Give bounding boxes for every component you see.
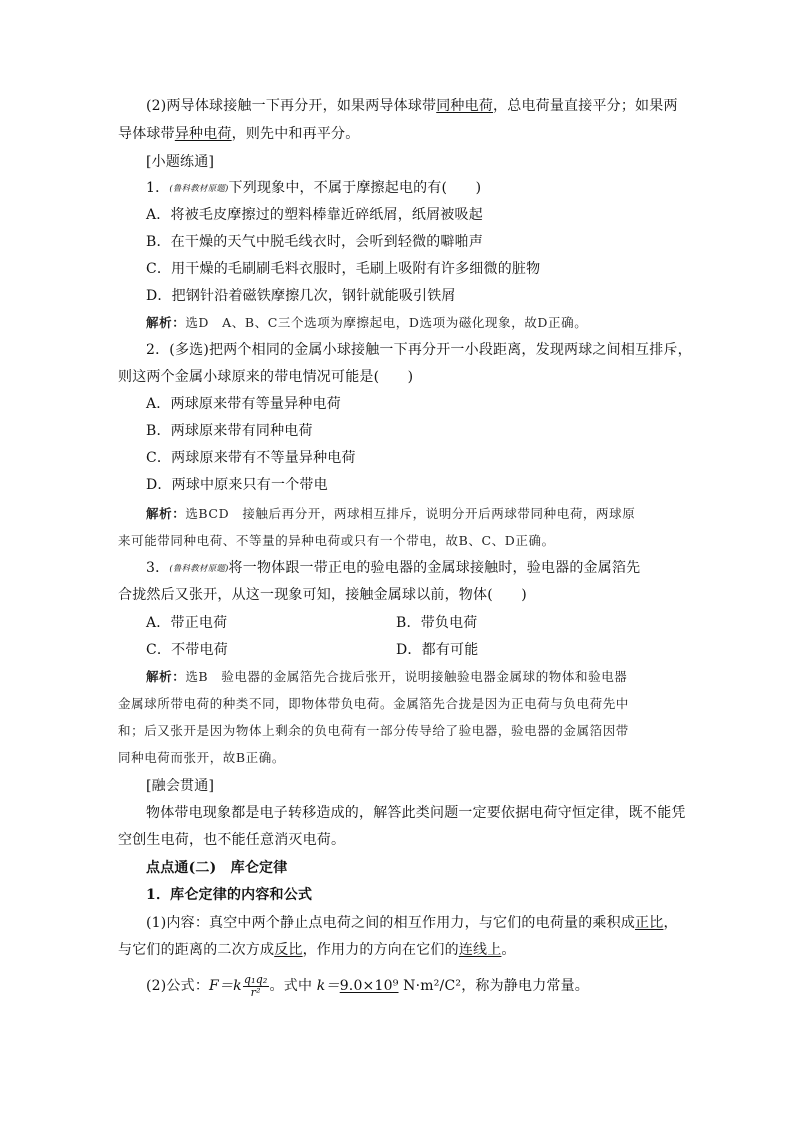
option-b: B．两球原来带有同种电荷 bbox=[146, 423, 313, 439]
question-2-stem: 2．(多选)把两个相同的金属小球接触一下再分开一小段距离，发现两球之间相互排斥， bbox=[146, 342, 692, 358]
question-2-stem-cont: 则这两个金属小球原来的带电情况可能是( ) bbox=[118, 369, 414, 385]
text: 。式中 bbox=[269, 978, 317, 994]
source-tag: (鲁科教材原题) bbox=[169, 564, 229, 574]
text: (2)公式： bbox=[146, 978, 210, 994]
question-3-stem-cont: 合拢然后又张开，从这一现象可知，接触金属球以前，物体( ) bbox=[118, 587, 527, 603]
formula-lhs: F＝k bbox=[209, 978, 242, 994]
question-number: 1． bbox=[146, 180, 170, 196]
law-content bbox=[146, 913, 706, 933]
solution-3-cont: 同种电荷而张开，故B正确。 bbox=[118, 750, 285, 765]
solution-label: 解析： bbox=[146, 506, 186, 521]
solution-3-cont: 金属球所带电荷的种类不同，即物体带负电荷。金属箔先合拢是因为正电荷与负电荷先中 bbox=[118, 696, 629, 711]
underlined-term: 反比 bbox=[274, 942, 303, 958]
formula-line bbox=[146, 972, 706, 1000]
paragraph-line bbox=[146, 96, 706, 116]
question-text: 将一物体跟一带正电的验电器的金属球接触时，验电器的金属箔先 bbox=[228, 560, 641, 576]
fusion-text: 物体带电现象都是电子转移造成的，解答此类问题一定要依据电荷守恒定律，既不能凭 bbox=[146, 805, 686, 821]
solution-label: 解析： bbox=[146, 669, 186, 684]
underlined-term: 同种电荷 bbox=[436, 98, 494, 114]
question-3-stem bbox=[146, 558, 706, 579]
solution-2 bbox=[146, 504, 706, 524]
formula-fraction bbox=[243, 974, 269, 999]
option-d: D．两球中原来只有一个带电 bbox=[146, 477, 328, 493]
option-a: A．两球原来带有等量异种电荷 bbox=[146, 396, 341, 412]
option-c: C．用干燥的毛刷刷毛料衣服时，毛刷上吸附有许多细微的脏物 bbox=[146, 261, 541, 277]
section-heading-practice: [小题练通] bbox=[146, 154, 215, 170]
source-tag: (鲁科教材原题) bbox=[169, 184, 229, 194]
text: N·m²/C²，称为静电力常量。 bbox=[398, 978, 589, 994]
question-1-stem bbox=[146, 178, 706, 199]
solution-1 bbox=[146, 313, 706, 333]
option-b: B．在干燥的天气中脱毛线衣时，会听到轻微的噼啪声 bbox=[146, 234, 484, 250]
solution-text: 选BCD 接触后再分开，两球相互排斥，说明分开后两球带同种电荷，两球原 bbox=[185, 506, 636, 521]
option-b: B．带负电荷 bbox=[396, 615, 478, 631]
constant-value: 9.0×10⁹ bbox=[339, 978, 399, 994]
solution-label: 解析： bbox=[146, 315, 186, 330]
question-number: 3． bbox=[146, 560, 170, 576]
text: (2)两导体球接触一下再分开，如果两导体球带 bbox=[146, 98, 437, 114]
underlined-term: 连线上 bbox=[458, 942, 502, 958]
underlined-term: 正比 bbox=[635, 915, 664, 931]
law-title: 1．库仑定律的内容和公式 bbox=[146, 887, 313, 903]
option-a: A．带正电荷 bbox=[146, 615, 228, 631]
options-row-1 bbox=[146, 613, 706, 633]
underlined-term: 异种电荷 bbox=[174, 126, 232, 142]
option-a: A．将被毛皮摩擦过的塑料棒靠近碎纸屑，纸屑被吸起 bbox=[146, 207, 483, 223]
law-content-cont bbox=[118, 940, 678, 960]
option-c: C．两球原来带有不等量异种电荷 bbox=[146, 450, 356, 466]
text: ，总电荷量直接平分；如果两 bbox=[493, 98, 678, 114]
option-d: D．都有可能 bbox=[396, 642, 479, 658]
constant-symbol: k＝ bbox=[316, 978, 340, 994]
fusion-text-cont: 空创生电荷，也不能任意消灭电荷。 bbox=[118, 832, 346, 848]
text: 与它们的距离的二次方成 bbox=[118, 942, 275, 958]
solution-text: 选B 验电器的金属箔先合拢后张开，说明接触验电器金属球的物体和验电器 bbox=[185, 669, 628, 684]
option-d: D．把钢针沿着磁铁摩擦几次，钢针就能吸引铁屑 bbox=[146, 288, 456, 304]
paragraph-line bbox=[118, 124, 678, 144]
text: 。 bbox=[501, 942, 516, 958]
solution-3 bbox=[146, 667, 706, 687]
section-heading-fusion: [融会贯通] bbox=[146, 778, 215, 794]
options-row-2 bbox=[146, 640, 706, 660]
solution-3-cont: 和；后又张开是因为物体上剩余的负电荷有一部分传导给了验电器，验电器的金属箔因带 bbox=[118, 723, 629, 738]
option-c: C．不带电荷 bbox=[146, 642, 228, 658]
fraction-numerator: q₁q₂ bbox=[243, 972, 268, 986]
text: ， bbox=[663, 915, 678, 931]
text: ，作用力的方向在它们的 bbox=[302, 942, 459, 958]
solution-text: 选D A、B、C三个选项为摩擦起电，D选项为磁化现象，故D正确。 bbox=[185, 315, 588, 330]
question-text: 下列现象中，不属于摩擦起电的有( ) bbox=[228, 180, 482, 196]
text: ，则先中和再平分。 bbox=[231, 126, 360, 142]
text: 导体球带 bbox=[118, 126, 175, 142]
point-heading: 点点通(二) 库仑定律 bbox=[146, 860, 288, 876]
fraction-denominator: r² bbox=[250, 985, 261, 999]
solution-2-cont: 来可能带同种电荷、不等量的异种电荷或只有一个带电，故B、C、D正确。 bbox=[118, 533, 555, 548]
text: (1)内容：真空中两个静止点电荷之间的相互作用力，与它们的电荷量的乘积成 bbox=[146, 915, 636, 931]
